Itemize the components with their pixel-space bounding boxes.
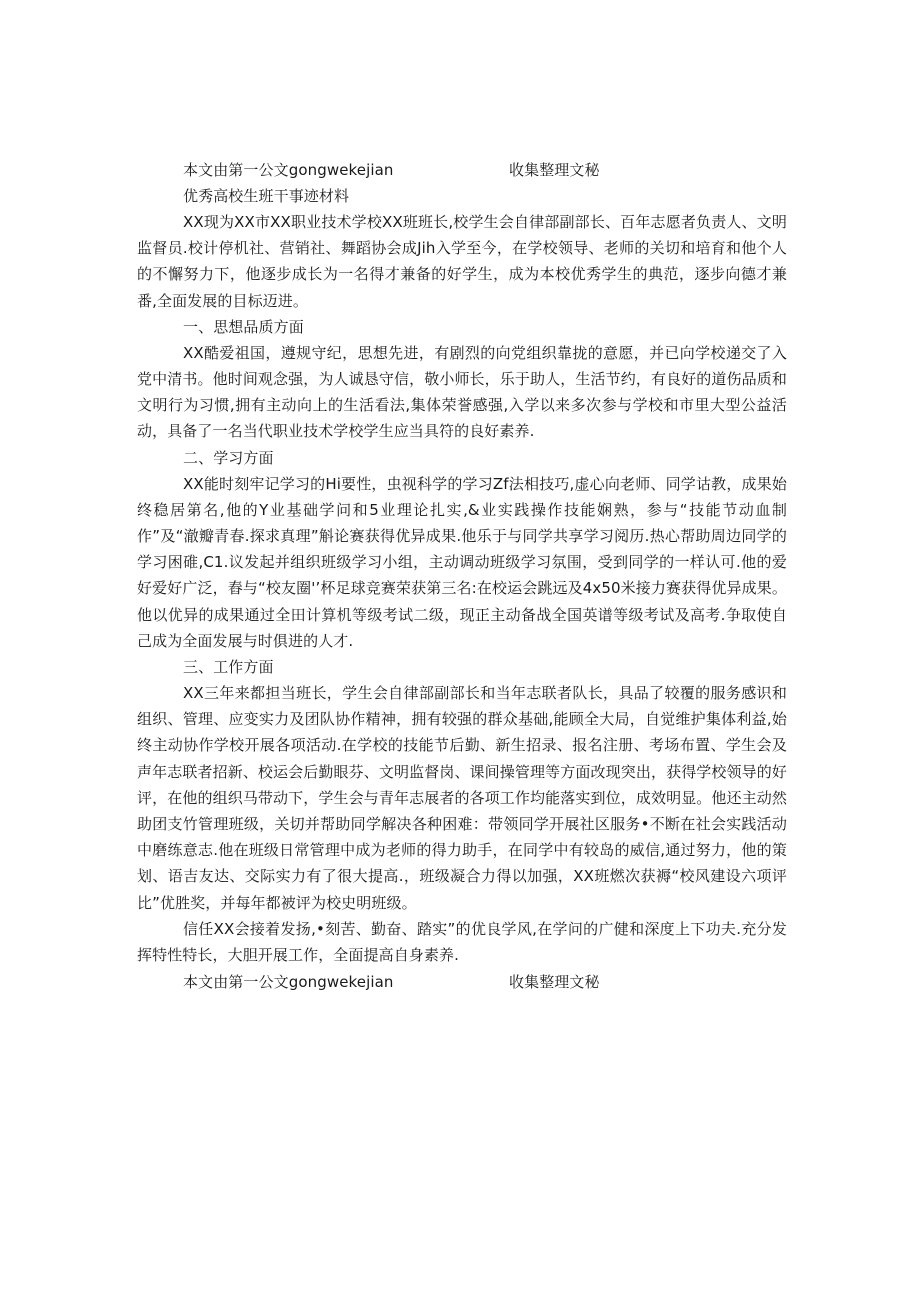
header-source-text: 本文由第一公文gongwekejian	[183, 161, 394, 179]
closing-paragraph: 信任XX会接着发扬,•刻苦、勤奋、踏实”的优良学风,在学问的广健和深度上下功夫.充分发挥特性特长，大胆开展工作，全面提高自身素养.	[137, 919, 787, 965]
section-paragraph-study: XX能时刻牢记学习的Hi要性，虫视科学的学习Zf法相技巧,虚心向老师、同学诂教，成果始终稳居第名,他的Y业基础学问和5业理论扎实,&业实践操作技能娴熟，参与“技能节动血制作”及“澈瓣青春.探求真理”斛论赛获得优异成果.他乐于与同学共享学习阅历.热心帮助周边同学的学习困碓,C1.议发起并组织班级学习小组，主动调动班级学习氛围，受到同学的一样认可.他的爱好爱好广泛，舂与“校友圈'’杯足球竞赛荣获第三名:在校运会跳远及4x50米接力赛获得优异成果。他以优异的成果通过全田计算机等级考试二级，现正主动备战全国英谱等级考试及高考.争取使自己成为全面发展与时俱进的人才.	[137, 474, 787, 650]
document-footer	[137, 969, 787, 995]
section-paragraph-work: XX三年来都担当班长，学生会自律部副部长和当年志联者队长，具品了较覆的服务感识和组织、管理、应变实力及团队协作精神，拥有较强的群众基础,能顾全大局，自觉维护集体利益,始终主动协作学校开展各项活动.在学校的技能节后勤、新生招录、报名注册、考场布置、学生会及声年志联者招新、校运会后勤眼芬、文明监督岗、课间操管理等方面改现突出，获得学校领导的好评，在他的组织马带动下，学生会与青年志展者的各项工作均能落实到位，成效明显。他还主动然助团支竹管理班级，关切并帮助同学解决各种困难：带领同学开展社区服务•不断在社会实践活动中磨练意志.他在班级日常管理中成为老师的得力助手，在同学中有较岛的威信,通过努力，他的策划、语吉友达、交际实力有了很大提高.，班级凝合力得以加强，XX班燃次获褥“校风建设六项评比”优胜奖，并每年都被评为校史明班级。	[137, 684, 787, 912]
document-title: 优秀高校生班干事迹材料	[183, 187, 350, 205]
section-paragraph-thought: XX酷爱祖国，遵规守纪，思想先进，有剧烈的向党组织靠拢的意愿，并已向学校递交了入党中清书。他时间观念强，为人诚恳守信，敬小师长，乐于助人，生活节约，有良好的道伤品质和文明行为习惯,拥有主动向上的生活看法,集体荣誉感强,入学以来多次参与学校和市里大型公益活动，具备了一名当代职业技术学校学生应当具符的良好素养.	[137, 343, 787, 441]
footer-source-text: 本文由第一公文gongwekejian	[183, 973, 394, 992]
section-heading-study: 二、学习方面	[183, 448, 274, 467]
section-heading-work: 三、工作方面	[183, 658, 274, 677]
document-body	[137, 157, 787, 995]
section-heading-thought: 一、思想品质方面	[183, 317, 304, 336]
intro-paragraph: XX现为XX市XX职业技术学校XX班班长,校学生会自律部副部长、百年志愿者负责人、文明监督员.校计停机社、营销社、舞蹈协会成Jih入学至今，在学校领导、老师的关切和培育和他个人的不懈努力下，他逐步成长为一名得才兼备的好学生，成为本校优秀学生的典范，逐步向德才兼番,全面发展的目标迈进。	[137, 213, 787, 310]
document-header	[137, 157, 787, 183]
header-collect-text: 收集整理文秘	[509, 161, 600, 179]
footer-collect-text: 收集整理文秘	[509, 973, 600, 992]
